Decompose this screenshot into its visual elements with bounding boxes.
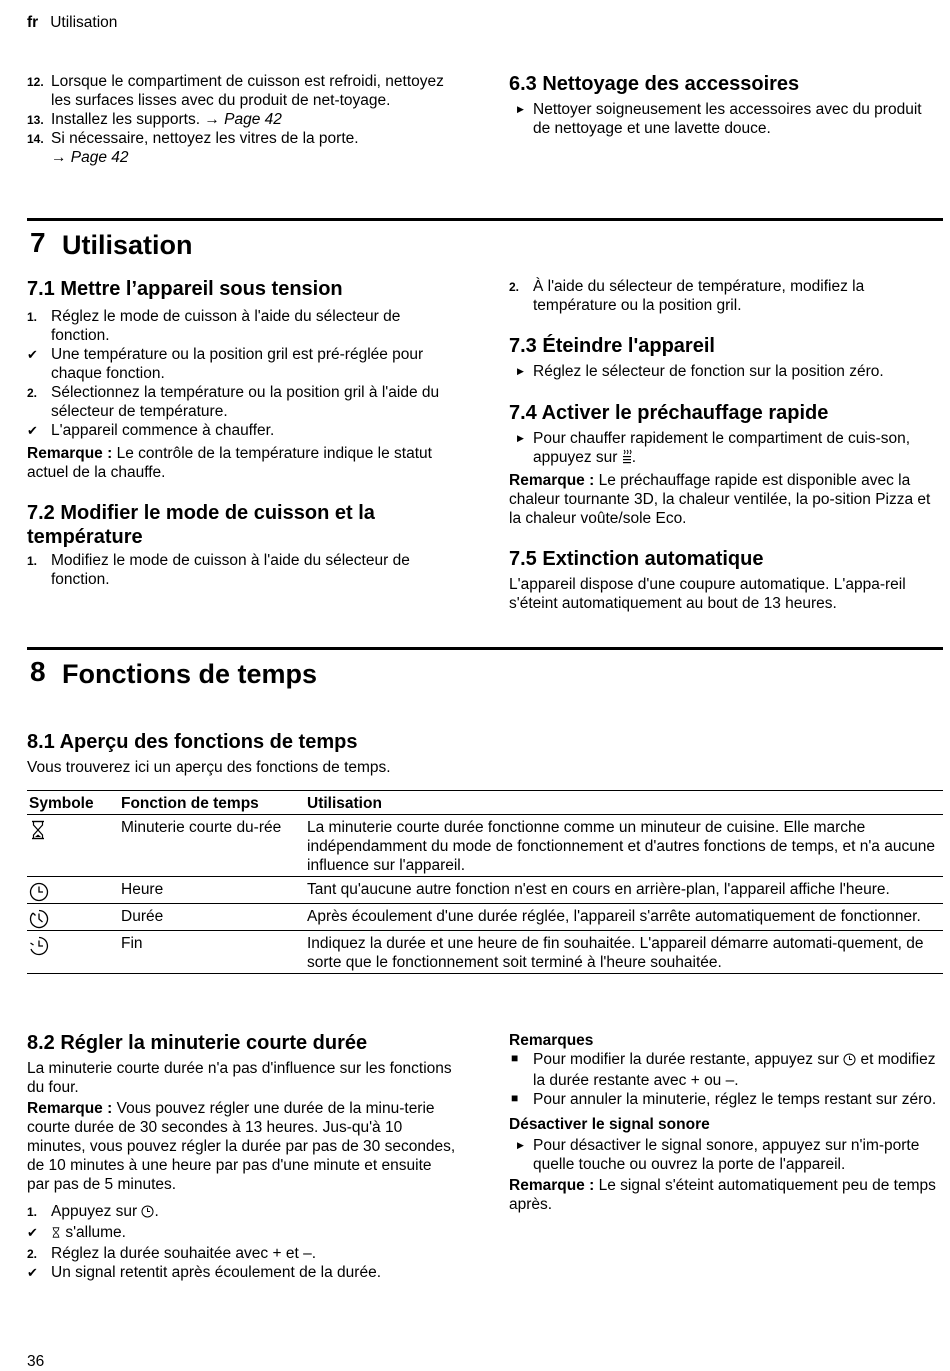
section-8-1: [27, 730, 927, 777]
section-title: 7.5 Extinction automatique: [509, 548, 764, 570]
table-row: Durée Après écoulement d'une durée réglée, l'appareil s'arrête automatiquement de fonctionner.: [27, 904, 943, 931]
step-1: 1. Appuyez sur .: [27, 1202, 457, 1223]
paragraph: La minuterie courte durée n'a pas d'influence sur les fonctions du four.: [27, 1060, 452, 1096]
step-2: 2. Sélectionnez la température ou la position gril à l'aide du sélecteur de température.: [27, 384, 440, 420]
section-title: 8.2 Régler la minuterie courte durée: [27, 1032, 368, 1054]
section-title: 7.1 Mettre l’appareil sous tension: [27, 278, 343, 300]
plus-icon: +: [272, 1245, 282, 1262]
result-item: ✔ Un signal retentit après écoulement de la durée.: [27, 1264, 382, 1281]
note: Remarque : Le contrôle de la température indique le statut actuel de la chauffe.: [27, 445, 432, 481]
table-row: Fin Indiquez la durée et une heure de fin souhaitée. L'appareil démarre automati-quement, de sorte que le fonctionnement soit terminé à l'heure souhaitée.: [27, 931, 943, 974]
chapter-title: Fonctions de temps: [62, 659, 318, 689]
table-header-row: [27, 791, 943, 815]
clock-icon: [141, 1204, 154, 1223]
page-ref-link[interactable]: → Page 42: [51, 149, 129, 166]
column-header: Utilisation: [305, 791, 943, 815]
step-12: 12. Lorsque le compartiment de cuisson est refroidi, nettoyez les surfaces lisses avec du produit de net-toyage.: [27, 73, 444, 109]
check-icon: ✔: [27, 347, 38, 362]
list-item: ■ Pour modifier la durée restante, appuyez sur et modifiez la durée restante avec + ou –.: [511, 1051, 936, 1089]
chapter-7-heading: [27, 218, 943, 260]
section-7-5: [509, 547, 941, 613]
triangle-bullet-icon: ▶: [517, 433, 524, 443]
check-icon: ✔: [27, 1265, 38, 1280]
square-bullet-icon: ■: [511, 1091, 519, 1105]
section-7-1: [27, 277, 457, 482]
paragraph: L'appareil dispose d'une coupure automatique. L'appa-reil s'éteint automatiquement au bout de 13 heures.: [509, 576, 906, 612]
chapter-8-heading: [27, 647, 943, 689]
section-title: 7.4 Activer le préchauffage rapide: [509, 402, 829, 424]
section-title: 6.3 Nettoyage des accessoires: [509, 73, 800, 95]
result-item: ✔ L'appareil commence à chauffer.: [27, 422, 275, 439]
section-7-2-continued: [509, 277, 941, 315]
minus-icon: –: [303, 1245, 312, 1262]
remarks-title: Remarques: [509, 1032, 594, 1049]
table-row: Minuterie courte du-rée La minuterie courte durée fonctionne comme un minuteur de cuisine. Elle marche indépendamment du mode de fonctionnement et d'autres fonctions de temps, et n'a aucune influence sur l'appareil.: [27, 815, 943, 877]
column-header: Symbole: [27, 791, 119, 815]
paragraph: Vous trouverez ici un aperçu des fonctions de temps.: [27, 759, 391, 776]
chapter-title: Utilisation: [62, 230, 193, 260]
section-7-4: [509, 401, 941, 528]
step-1: 1. Modifiez le mode de cuisson à l'aide du sélecteur de fonction.: [27, 552, 410, 588]
step-14: 14. Si nécessaire, nettoyez les vitres de la porte. → Page 42: [27, 130, 359, 166]
section-8-2: [27, 1031, 457, 1282]
result-item: ✔ s'allume.: [27, 1223, 457, 1244]
bullet-item: ▶ Pour désactiver le signal sonore, appuyez sur n'im-porte quelle touche ou ouvrez la porte de l'appareil.: [517, 1137, 920, 1173]
triangle-bullet-icon: ▶: [517, 104, 524, 114]
step-1: 1. Réglez le mode de cuisson à l'aide du sélecteur de fonction.: [27, 308, 401, 344]
hourglass-icon: [27, 815, 119, 877]
clock-icon: [843, 1052, 856, 1071]
section-title: 7.2 Modifier le mode de cuisson et la température: [27, 502, 375, 548]
section-6-3: [509, 72, 941, 138]
section-title: 7.3 Éteindre l'appareil: [509, 335, 715, 357]
duration-clock-icon: [27, 904, 119, 931]
section-7-2: [27, 501, 457, 589]
subsection-title: Désactiver le signal sonore: [509, 1116, 710, 1133]
rapid-preheat-icon: [622, 449, 632, 469]
column-header: Fonction de temps: [119, 791, 305, 815]
step-13: 13. Installez les supports. → Page 42: [27, 111, 282, 128]
result-item: ✔ Une température ou la position gril est pré-réglée pour chaque fonction.: [27, 346, 424, 382]
section-title: 8.1 Aperçu des fonctions de temps: [27, 731, 358, 753]
plus-icon: +: [690, 1072, 700, 1089]
chapter-number: 8: [30, 656, 46, 687]
bullet-item: ▶ Réglez le sélecteur de fonction sur la position zéro.: [517, 363, 884, 380]
clock-icon: [27, 877, 119, 904]
check-icon: ✔: [27, 1225, 38, 1240]
page-number: 36: [27, 1353, 45, 1370]
list-item: ■ Pour annuler la minuterie, réglez le temps restant sur zéro.: [511, 1091, 937, 1108]
language-code: fr: [27, 14, 39, 31]
triangle-bullet-icon: ▶: [517, 366, 524, 376]
table-row: Heure Tant qu'aucune autre fonction n'est en cours en arrière-plan, l'appareil affiche l'heure.: [27, 877, 943, 904]
note: Remarque : Le préchauffage rapide est disponible avec la chaleur tournante 3D, la chaleur ventilée, la po-sition Pizza et la chaleur voûte/sole Eco.: [509, 472, 931, 527]
page-ref-link[interactable]: → Page 42: [204, 111, 282, 128]
hourglass-icon: [51, 1225, 61, 1244]
check-icon: ✔: [27, 423, 38, 438]
note: Remarque : Vous pouvez régler une durée de la minu-terie courte durée de 30 secondes à 13 heures. Jus-qu'à 10 minutes, vous pouvez régler la durée par pas de 30 secondes, de 10 minutes à une heure par pas d'une minute et ensuite par pas de 5 minutes.: [27, 1100, 456, 1193]
note: Remarque : Le signal s'éteint automatiquement peu de temps après.: [509, 1177, 936, 1213]
square-bullet-icon: ■: [511, 1051, 519, 1065]
step-2: 2. À l'aide du sélecteur de température, modifiez la température ou la position gril.: [509, 278, 865, 314]
chapter-number: 7: [30, 227, 46, 258]
section-7-3: [509, 334, 941, 381]
remarks-block: [509, 1031, 941, 1214]
step-2: 2. Réglez la durée souhaitée avec + et –.: [27, 1245, 317, 1262]
header-section: Utilisation: [50, 14, 118, 31]
top-steps: [27, 72, 457, 167]
bullet-item: ▶ Pour chauffer rapidement le compartiment de cuis-son, appuyez sur .: [509, 429, 941, 469]
end-time-clock-icon: [27, 931, 119, 974]
page-header: [27, 13, 117, 32]
minus-icon: –: [725, 1072, 735, 1089]
time-functions-table: [27, 790, 943, 974]
triangle-bullet-icon: ▶: [517, 1140, 524, 1150]
bullet-item: ▶ Nettoyer soigneusement les accessoires avec du produit de nettoyage et une lavette douce.: [517, 101, 922, 137]
